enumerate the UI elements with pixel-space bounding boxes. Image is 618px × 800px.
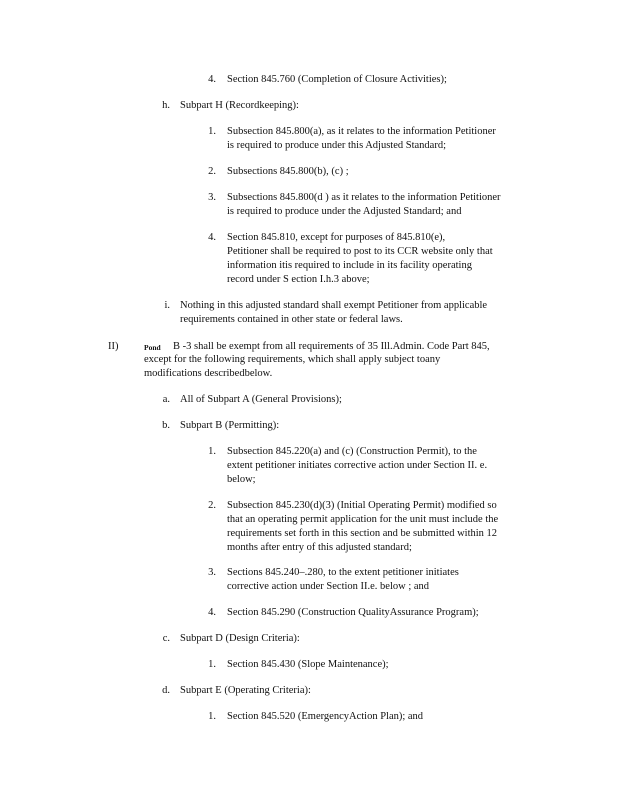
subpart-heading: All of Subpart A (General Provisions); — [180, 394, 342, 405]
text-line: Subsection 845.800(a), as it relates to the information Petitioner — [227, 126, 496, 137]
subpart-heading: Subpart H (Recordkeeping): — [180, 100, 299, 111]
text-line: corrective action under Section II.e. below ; and — [227, 581, 430, 592]
text-line: below; — [227, 474, 256, 485]
text-line: except for the following requirements, which shall apply subject toany — [144, 354, 441, 365]
text-line: Section 845.760 (Completion of Closure Activities); — [227, 74, 447, 85]
text-line: extent petitioner initiates corrective action under Section II. e. — [227, 460, 488, 471]
item-letter: d. — [162, 685, 170, 696]
text-line: requirements contained in other state or federal laws. — [180, 314, 403, 325]
item-number: 1. — [208, 446, 216, 457]
section-number: II) — [108, 341, 119, 352]
text-line: Subsections 845.800(d ) as it relates to the information Petitioner — [227, 192, 501, 203]
item-letter: b. — [162, 420, 170, 431]
text-line: Subsection 845.220(a) and (c) (Construction Permit), to the — [227, 446, 477, 457]
text-line: modifications describedbelow. — [144, 368, 273, 379]
item-number: 4. — [208, 607, 216, 618]
item-number: 4. — [208, 74, 216, 85]
item-letter: i. — [164, 300, 170, 311]
text-line: Section 845.810, except for purposes of 845.810(e), — [227, 232, 446, 243]
text-line: that an operating permit application for the unit must include the — [227, 514, 499, 525]
text-line: Section 845.290 (Construction QualityAssurance Program); — [227, 607, 479, 618]
text-line: Sections 845.240–.280, to the extent petitioner initiates — [227, 567, 459, 578]
subpart-heading: Subpart B (Permitting): — [180, 420, 280, 431]
text-line: information itis required to include in its facility operating — [227, 260, 472, 271]
text-line: Nothing in this adjusted standard shall exempt Petitioner from applicable — [180, 300, 488, 311]
text-line: Subsections 845.800(b), (c) ; — [227, 166, 349, 177]
subpart-heading: Subpart D (Design Criteria): — [180, 633, 300, 644]
item-number: 4. — [208, 232, 216, 243]
text-line: Section 845.520 (EmergencyAction Plan); and — [227, 711, 424, 722]
item-letter: a. — [162, 394, 170, 405]
item-number: 1. — [208, 711, 216, 722]
text-line: record under S ection I.h.3 above; — [227, 274, 370, 285]
text-line: Petitioner shall be required to post to its CCR website only that — [227, 246, 493, 257]
text-line: months after entry of this adjusted standard; — [227, 542, 412, 553]
text-line: Subsection 845.230(d)(3) (Initial Operating Permit) modified so — [227, 500, 497, 511]
item-number: 2. — [208, 500, 216, 511]
text-line: B -3 shall be exempt from all requirements of 35 Ill.Admin. Code Part 845, — [173, 341, 490, 352]
item-letter: h. — [162, 100, 170, 111]
text-line: is required to produce under this Adjusted Standard; — [227, 140, 446, 151]
text-line: is required to produce under the Adjusted Standard; and — [227, 206, 462, 217]
item-number: 1. — [208, 659, 216, 670]
item-number: 1. — [208, 126, 216, 137]
text-line: Section 845.430 (Slope Maintenance); — [227, 659, 389, 670]
subpart-heading: Subpart E (Operating Criteria): — [180, 685, 311, 696]
item-number: 2. — [208, 166, 216, 177]
text-line: requirements set forth in this section and be submitted within 12 — [227, 528, 498, 539]
pond-label: Pond — [144, 343, 161, 352]
item-number: 3. — [208, 567, 216, 578]
item-number: 3. — [208, 192, 216, 203]
item-letter: c. — [162, 633, 170, 644]
